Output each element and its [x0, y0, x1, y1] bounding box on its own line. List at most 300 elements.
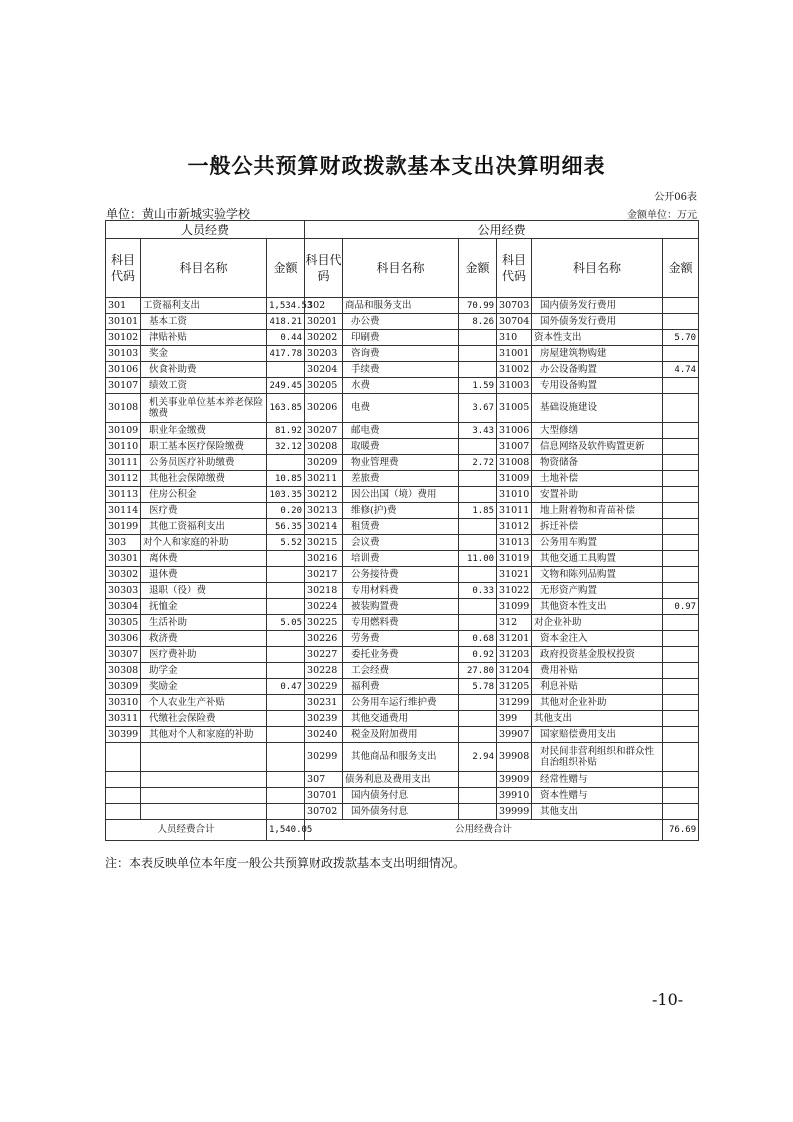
cell-code	[106, 743, 141, 772]
cell-name: 国外债务发行费用	[532, 314, 663, 330]
cell-name: 生活补助	[141, 615, 267, 631]
cell-name: 因公出国（境）费用	[343, 487, 459, 503]
cell-amount	[459, 439, 497, 455]
cell-amount	[459, 727, 497, 743]
cell-code: 31012	[497, 519, 532, 535]
table-row	[106, 487, 699, 503]
cell-name: 资本性赠与	[532, 788, 663, 804]
cell-amount: 8.26	[459, 314, 497, 330]
cell-name: 救济费	[141, 631, 267, 647]
cell-amount	[663, 583, 699, 599]
cell-code: 30239	[305, 711, 343, 727]
cell-amount: 0.97	[663, 599, 699, 615]
cell-name: 资本金注入	[532, 631, 663, 647]
cell-code: 30202	[305, 330, 343, 346]
cell-amount	[663, 711, 699, 727]
cell-amount: 0.20	[267, 503, 305, 519]
cell-amount	[663, 298, 699, 314]
cell-code: 30216	[305, 551, 343, 567]
cell-name: 安置补助	[532, 487, 663, 503]
cell-code: 30214	[305, 519, 343, 535]
cell-amount: 5.52	[267, 535, 305, 551]
cell-name	[141, 804, 267, 820]
cell-name: 邮电费	[343, 423, 459, 439]
table-row	[106, 394, 699, 423]
cell-amount: 70.99	[459, 298, 497, 314]
cell-amount	[267, 711, 305, 727]
cell-code: 30308	[106, 663, 141, 679]
cell-amount	[459, 788, 497, 804]
table-row	[106, 519, 699, 535]
table-row	[106, 535, 699, 551]
cell-code: 399	[497, 711, 532, 727]
cell-amount	[459, 487, 497, 503]
cell-code: 31022	[497, 583, 532, 599]
cell-code: 30704	[497, 314, 532, 330]
expenditure-table	[105, 220, 699, 841]
table-row	[106, 314, 699, 330]
cell-code: 30306	[106, 631, 141, 647]
cell-amount	[663, 471, 699, 487]
cell-code: 30307	[106, 647, 141, 663]
cell-name: 医疗费补助	[141, 647, 267, 663]
cell-name: 水费	[343, 378, 459, 394]
cell-amount: 1,534.53	[267, 298, 305, 314]
cell-code: 30208	[305, 439, 343, 455]
cell-name: 被装购置费	[343, 599, 459, 615]
cell-amount	[459, 535, 497, 551]
cell-amount	[663, 535, 699, 551]
table-row	[106, 663, 699, 679]
cell-name: 代缴社会保险费	[141, 711, 267, 727]
cell-code: 30111	[106, 455, 141, 471]
cell-name: 咨询费	[343, 346, 459, 362]
cell-code: 31299	[497, 695, 532, 711]
table-row	[106, 788, 699, 804]
cell-name: 绩效工资	[141, 378, 267, 394]
table-row	[106, 583, 699, 599]
cell-name: 助学金	[141, 663, 267, 679]
cell-code: 39909	[497, 772, 532, 788]
cell-name: 取暖费	[343, 439, 459, 455]
cell-name: 国内债务付息	[343, 788, 459, 804]
cell-code: 30228	[305, 663, 343, 679]
table-row	[106, 631, 699, 647]
cell-amount	[459, 567, 497, 583]
table-code: 公开06表	[654, 192, 697, 203]
cell-name: 专用材料费	[343, 583, 459, 599]
cell-code: 31204	[497, 663, 532, 679]
cell-amount	[663, 727, 699, 743]
cell-amount	[459, 519, 497, 535]
cell-amount: 2.72	[459, 455, 497, 471]
cell-amount: 81.92	[267, 423, 305, 439]
cell-name: 经常性赠与	[532, 772, 663, 788]
cell-amount	[663, 487, 699, 503]
cell-amount	[267, 551, 305, 567]
cell-name: 奖励金	[141, 679, 267, 695]
table-row	[106, 439, 699, 455]
amount-header: 金额	[663, 239, 699, 298]
cell-code: 31013	[497, 535, 532, 551]
cell-name: 专用设备购置	[532, 378, 663, 394]
cell-name: 专用燃料费	[343, 615, 459, 631]
page-title: 一般公共预算财政拨款基本支出决算明细表	[187, 154, 606, 178]
cell-code: 30204	[305, 362, 343, 378]
cell-code: 30303	[106, 583, 141, 599]
cell-code: 30102	[106, 330, 141, 346]
public-total-value: 76.69	[663, 820, 699, 841]
cell-amount	[663, 743, 699, 772]
table-row	[106, 711, 699, 727]
cell-amount	[267, 631, 305, 647]
cell-amount: 4.74	[663, 362, 699, 378]
cell-name: 职工基本医疗保险缴费	[141, 439, 267, 455]
table-row	[106, 772, 699, 788]
cell-code: 30209	[305, 455, 343, 471]
cell-amount: 27.80	[459, 663, 497, 679]
cell-name: 其他支出	[532, 804, 663, 820]
cell-code: 30103	[106, 346, 141, 362]
cell-amount	[459, 599, 497, 615]
cell-name: 其他交通工具购置	[532, 551, 663, 567]
amount-header: 金额	[267, 239, 305, 298]
cell-amount	[663, 455, 699, 471]
cell-code: 30301	[106, 551, 141, 567]
cell-name: 其他支出	[532, 711, 663, 727]
cell-code: 30217	[305, 567, 343, 583]
cell-name: 工会经费	[343, 663, 459, 679]
cell-name: 手续费	[343, 362, 459, 378]
cell-name: 基础设施建设	[532, 394, 663, 423]
cell-amount	[267, 788, 305, 804]
cell-name: 机关事业单位基本养老保险缴费	[141, 394, 267, 423]
cell-name	[141, 743, 267, 772]
cell-amount	[267, 727, 305, 743]
cell-code: 39999	[497, 804, 532, 820]
cell-amount	[459, 362, 497, 378]
cell-code: 31011	[497, 503, 532, 519]
cell-amount	[663, 346, 699, 362]
cell-name: 公务用车购置	[532, 535, 663, 551]
cell-name: 公务接待费	[343, 567, 459, 583]
cell-code: 30108	[106, 394, 141, 423]
cell-amount	[267, 362, 305, 378]
amount-header: 金额	[459, 239, 497, 298]
cell-code: 30309	[106, 679, 141, 695]
cell-code: 30311	[106, 711, 141, 727]
cell-name: 债务利息及费用支出	[343, 772, 459, 788]
cell-name: 物业管理费	[343, 455, 459, 471]
table-row	[106, 503, 699, 519]
cell-amount	[663, 423, 699, 439]
cell-amount: 1.59	[459, 378, 497, 394]
cell-amount: 1.85	[459, 503, 497, 519]
cell-code: 30113	[106, 487, 141, 503]
cell-name: 培训费	[343, 551, 459, 567]
cell-name: 基本工资	[141, 314, 267, 330]
cell-code: 301	[106, 298, 141, 314]
code-header: 科目代码	[497, 239, 532, 298]
cell-name: 工资福利支出	[141, 298, 267, 314]
cell-code: 30203	[305, 346, 343, 362]
cell-code	[106, 788, 141, 804]
cell-amount: 103.35	[267, 487, 305, 503]
cell-code: 30240	[305, 727, 343, 743]
cell-code: 30207	[305, 423, 343, 439]
cell-name: 其他工资福利支出	[141, 519, 267, 535]
cell-amount: 5.70	[663, 330, 699, 346]
cell-amount: 0.33	[459, 583, 497, 599]
cell-name: 无形资产购置	[532, 583, 663, 599]
cell-name: 其他对企业补助	[532, 695, 663, 711]
cell-name: 个人农业生产补贴	[141, 695, 267, 711]
cell-amount	[459, 711, 497, 727]
cell-name: 福利费	[343, 679, 459, 695]
cell-code: 39910	[497, 788, 532, 804]
table-row	[106, 679, 699, 695]
cell-name: 医疗费	[141, 503, 267, 519]
cell-amount: 0.68	[459, 631, 497, 647]
cell-amount	[663, 378, 699, 394]
cell-amount: 11.00	[459, 551, 497, 567]
cell-code: 30225	[305, 615, 343, 631]
cell-name: 其他社会保障缴费	[141, 471, 267, 487]
cell-code: 31021	[497, 567, 532, 583]
cell-amount	[459, 615, 497, 631]
cell-amount	[459, 772, 497, 788]
cell-name: 维修(护)费	[343, 503, 459, 519]
cell-code: 39908	[497, 743, 532, 772]
cell-amount	[663, 788, 699, 804]
cell-name: 印刷费	[343, 330, 459, 346]
name-header: 科目名称	[141, 239, 267, 298]
cell-name: 住房公积金	[141, 487, 267, 503]
cell-name: 利息补贴	[532, 679, 663, 695]
cell-amount	[267, 695, 305, 711]
cell-code: 30206	[305, 394, 343, 423]
table-row	[106, 423, 699, 439]
cell-name: 其他交通费用	[343, 711, 459, 727]
cell-name	[141, 788, 267, 804]
totals-row	[106, 820, 699, 841]
cell-amount	[663, 503, 699, 519]
cell-code: 30224	[305, 599, 343, 615]
cell-amount: 163.85	[267, 394, 305, 423]
cell-code: 30399	[106, 727, 141, 743]
cell-code: 31009	[497, 471, 532, 487]
table-row	[106, 330, 699, 346]
cell-amount: 5.05	[267, 615, 305, 631]
cell-amount: 3.67	[459, 394, 497, 423]
cell-name: 离休费	[141, 551, 267, 567]
cell-name: 信息网络及软件购置更新	[532, 439, 663, 455]
cell-code: 30201	[305, 314, 343, 330]
cell-amount	[663, 804, 699, 820]
cell-code: 31010	[497, 487, 532, 503]
cell-code: 30114	[106, 503, 141, 519]
cell-code: 30226	[305, 631, 343, 647]
cell-name: 对个人和家庭的补助	[141, 535, 267, 551]
cell-code: 30211	[305, 471, 343, 487]
cell-code: 30231	[305, 695, 343, 711]
cell-code: 310	[497, 330, 532, 346]
public-total-label: 公用经费合计	[305, 820, 663, 841]
cell-amount: 0.44	[267, 330, 305, 346]
cell-code: 30107	[106, 378, 141, 394]
cell-code: 30109	[106, 423, 141, 439]
cell-amount	[663, 519, 699, 535]
cell-amount	[267, 567, 305, 583]
cell-code: 31003	[497, 378, 532, 394]
cell-amount	[663, 394, 699, 423]
cell-name: 土地补偿	[532, 471, 663, 487]
cell-code	[106, 804, 141, 820]
cell-code: 30101	[106, 314, 141, 330]
cell-amount	[267, 804, 305, 820]
table-row	[106, 362, 699, 378]
cell-name: 租赁费	[343, 519, 459, 535]
cell-amount: 249.45	[267, 378, 305, 394]
cell-code: 30199	[106, 519, 141, 535]
table-row	[106, 378, 699, 394]
cell-code: 30310	[106, 695, 141, 711]
table-row	[106, 455, 699, 471]
cell-code: 30218	[305, 583, 343, 599]
cell-name: 其他对个人和家庭的补助	[141, 727, 267, 743]
cell-name: 伙食补助费	[141, 362, 267, 378]
cell-name: 公务用车运行维护费	[343, 695, 459, 711]
cell-code: 30106	[106, 362, 141, 378]
cell-amount: 10.85	[267, 471, 305, 487]
table-row	[106, 695, 699, 711]
cell-name: 文物和陈列品购置	[532, 567, 663, 583]
cell-amount	[267, 647, 305, 663]
personnel-header: 人员经费	[106, 221, 305, 239]
cell-code: 30213	[305, 503, 343, 519]
cell-amount	[663, 631, 699, 647]
cell-code: 31005	[497, 394, 532, 423]
cell-code: 30229	[305, 679, 343, 695]
table-row	[106, 599, 699, 615]
cell-code: 39907	[497, 727, 532, 743]
cell-amount	[459, 346, 497, 362]
cell-name: 物资储备	[532, 455, 663, 471]
cell-amount	[663, 772, 699, 788]
cell-amount	[267, 772, 305, 788]
cell-amount	[663, 551, 699, 567]
cell-amount	[459, 471, 497, 487]
cell-name: 抚恤金	[141, 599, 267, 615]
cell-code: 30112	[106, 471, 141, 487]
cell-amount: 418.21	[267, 314, 305, 330]
cell-name: 房屋建筑物购建	[532, 346, 663, 362]
cell-code: 31008	[497, 455, 532, 471]
table-row	[106, 471, 699, 487]
cell-amount: 3.43	[459, 423, 497, 439]
cell-amount	[459, 695, 497, 711]
name-header: 科目名称	[532, 239, 663, 298]
table-row	[106, 615, 699, 631]
page-number: -10-	[652, 990, 684, 1009]
cell-code: 30212	[305, 487, 343, 503]
cell-amount: 5.78	[459, 679, 497, 695]
cell-name: 国内债务发行费用	[532, 298, 663, 314]
cell-code: 303	[106, 535, 141, 551]
cell-name: 公务员医疗补助缴费	[141, 455, 267, 471]
cell-code: 31099	[497, 599, 532, 615]
cell-amount	[663, 695, 699, 711]
cell-code: 31002	[497, 362, 532, 378]
cell-code: 30703	[497, 298, 532, 314]
cell-code: 31007	[497, 439, 532, 455]
cell-amount	[459, 804, 497, 820]
cell-name: 税金及附加费用	[343, 727, 459, 743]
cell-code	[106, 772, 141, 788]
cell-code: 30205	[305, 378, 343, 394]
table-row	[106, 647, 699, 663]
cell-amount	[663, 439, 699, 455]
cell-code: 31019	[497, 551, 532, 567]
cell-name: 职业年金缴费	[141, 423, 267, 439]
amount-unit: 金额单位：万元	[627, 210, 697, 221]
table-row	[106, 298, 699, 314]
cell-amount: 0.92	[459, 647, 497, 663]
cell-amount	[663, 314, 699, 330]
cell-amount	[663, 647, 699, 663]
cell-code: 30302	[106, 567, 141, 583]
cell-code: 312	[497, 615, 532, 631]
cell-name: 国家赔偿费用支出	[532, 727, 663, 743]
cell-name: 商品和服务支出	[343, 298, 459, 314]
cell-code: 307	[305, 772, 343, 788]
cell-name: 其他资本性支出	[532, 599, 663, 615]
cell-name: 办公设备购置	[532, 362, 663, 378]
cell-name: 办公费	[343, 314, 459, 330]
table-row	[106, 804, 699, 820]
code-header: 科目代码	[106, 239, 141, 298]
cell-name: 对企业补助	[532, 615, 663, 631]
cell-amount	[663, 679, 699, 695]
cell-name: 地上附着物和青苗补偿	[532, 503, 663, 519]
cell-name: 资本性支出	[532, 330, 663, 346]
cell-amount: 32.12	[267, 439, 305, 455]
cell-code: 31203	[497, 647, 532, 663]
cell-amount	[267, 599, 305, 615]
table-row	[106, 727, 699, 743]
personnel-total-value: 1,540.05	[267, 820, 305, 841]
cell-amount	[267, 455, 305, 471]
code-header: 科目代码	[305, 239, 343, 298]
cell-name: 委托业务费	[343, 647, 459, 663]
cell-name: 其他商品和服务支出	[343, 743, 459, 772]
cell-name: 退休费	[141, 567, 267, 583]
cell-name: 奖金	[141, 346, 267, 362]
cell-amount	[459, 330, 497, 346]
cell-amount	[267, 583, 305, 599]
cell-name: 对民间非营利组织和群众性自治组织补贴	[532, 743, 663, 772]
cell-name: 费用补贴	[532, 663, 663, 679]
cell-name: 会议费	[343, 535, 459, 551]
public-header: 公用经费	[305, 221, 699, 239]
cell-amount: 0.47	[267, 679, 305, 695]
personnel-total-label: 人员经费合计	[106, 820, 267, 841]
cell-name: 大型修缮	[532, 423, 663, 439]
cell-code: 30215	[305, 535, 343, 551]
cell-name	[141, 772, 267, 788]
cell-code: 31001	[497, 346, 532, 362]
cell-code: 302	[305, 298, 343, 314]
